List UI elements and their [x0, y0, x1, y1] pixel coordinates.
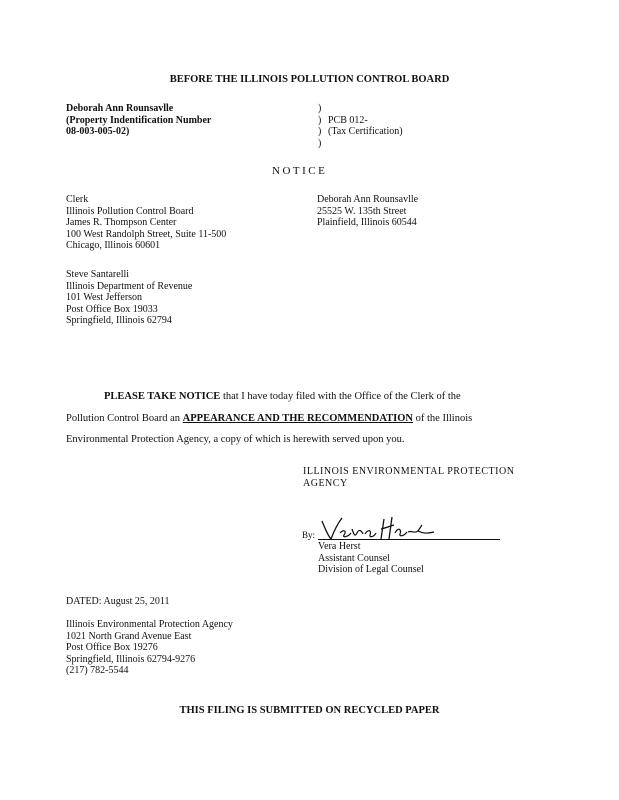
notice-text: of the Illinois	[413, 413, 473, 424]
filed-document-title: APPEARANCE AND THE RECOMMENDATION	[182, 413, 414, 424]
paren: )	[318, 114, 322, 126]
signer-block	[318, 541, 424, 576]
address-line: 1021 North Grand Avenue East	[66, 630, 192, 642]
address-line: 25525 W. 135th Street	[317, 205, 407, 217]
address-line: Springfield, Illinois 62794	[66, 315, 172, 327]
agency-line: ILLINOIS ENVIRONMENTAL PROTECTION	[303, 466, 515, 477]
agency-line: AGENCY	[303, 477, 348, 489]
address-line: Steve Santarelli	[66, 269, 130, 280]
case-number: PCB 012-	[328, 114, 368, 126]
address-line: Illinois Pollution Control Board	[66, 205, 194, 217]
petitioner-name: Deborah Ann Rounsavlle	[66, 103, 174, 114]
caption-left	[66, 103, 211, 138]
agency-address	[66, 619, 233, 677]
address-line: Post Office Box 19276	[66, 642, 158, 654]
signer-division: Division of Legal Counsel	[318, 564, 424, 576]
paren: )	[318, 137, 322, 149]
address-line: Post Office Box 19033	[66, 303, 158, 315]
caption-right	[328, 115, 403, 138]
address-line: Chicago, Illinois 60601	[66, 240, 161, 252]
address-line: (217) 782-5544	[66, 665, 129, 677]
notice-text: Pollution Control Board an	[66, 413, 183, 424]
address-line: Plainfield, Illinois 60544	[317, 217, 417, 229]
clerk-address	[66, 194, 226, 252]
property-id-label: (Property Indentification Number	[66, 114, 212, 126]
address-line: Clerk	[66, 194, 89, 205]
address-line: Deborah Ann Rounsavlle	[317, 194, 419, 205]
owner-address	[317, 194, 418, 229]
caption-parens	[318, 103, 321, 149]
by-label: By:	[302, 530, 316, 540]
revenue-address	[66, 269, 192, 327]
address-line: 101 West Jefferson	[66, 292, 143, 304]
address-line: James R. Thompson Center	[66, 217, 177, 229]
notice-body-line-2	[66, 413, 472, 425]
notice-text: that I have today filed with the Office of the Clerk of the	[220, 391, 461, 402]
notice-body-line-1	[104, 391, 461, 403]
property-id-number: 08-003-005-02)	[66, 126, 130, 138]
notice-lead: PLEASE TAKE NOTICE	[104, 391, 221, 402]
address-line: Springfield, Illinois 62794-9276	[66, 653, 196, 665]
paren: )	[318, 126, 322, 138]
document-heading: BEFORE THE ILLINOIS POLLUTION CONTROL BOARD	[169, 74, 450, 85]
address-line: Illinois Department of Revenue	[66, 280, 193, 292]
signer-name: Vera Herst	[318, 541, 361, 552]
signer-title: Assistant Counsel	[318, 552, 390, 564]
notice-title: NOTICE	[272, 165, 328, 177]
notice-body-line-3: Environmental Protection Agency, a copy of which is herewith served upon you.	[66, 434, 405, 445]
recycled-paper-notice: THIS FILING IS SUBMITTED ON RECYCLED PAPER	[179, 705, 440, 716]
paren: )	[318, 103, 322, 114]
address-line: Illinois Environmental Protection Agency	[66, 619, 233, 630]
agency-block	[303, 466, 514, 489]
address-line: 100 West Randolph Street, Suite 11-500	[66, 228, 227, 240]
dated-line: DATED: August 25, 2011	[66, 596, 170, 607]
case-type: (Tax Certification)	[328, 126, 403, 138]
